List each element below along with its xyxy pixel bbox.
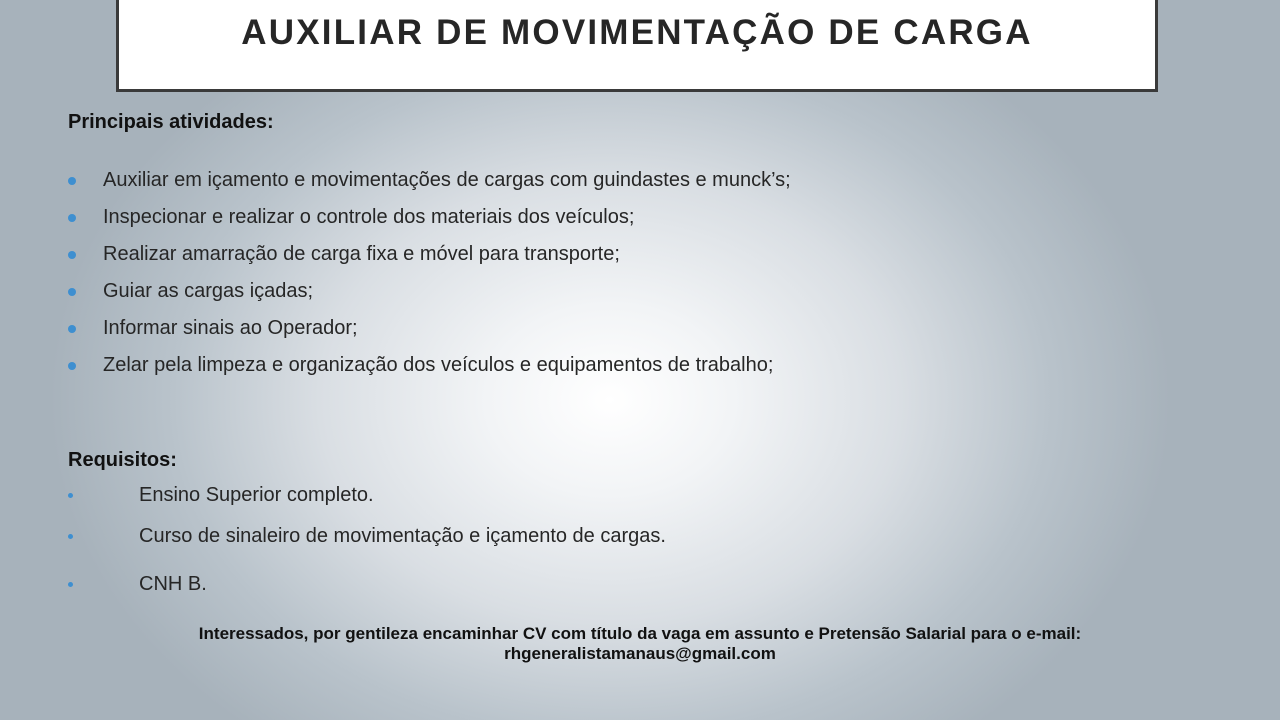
list-item bbox=[64, 477, 666, 513]
list-item bbox=[64, 199, 791, 236]
bullet-icon bbox=[68, 582, 73, 587]
activity-text: Guiar as cargas içadas; bbox=[103, 280, 314, 302]
requirements-list bbox=[64, 477, 666, 608]
list-item bbox=[64, 162, 791, 199]
list-item bbox=[64, 310, 791, 347]
activity-text: Informar sinais ao Operador; bbox=[103, 317, 358, 339]
activity-text: Zelar pela limpeza e organização dos veículos e equipamentos de trabalho; bbox=[103, 354, 774, 376]
activities-heading: Principais atividades: bbox=[68, 111, 274, 133]
requirement-text: Curso de sinaleiro de movimentação e içamento de cargas. bbox=[139, 525, 666, 548]
list-item bbox=[64, 347, 791, 384]
bullet-icon bbox=[68, 251, 76, 259]
bullet-icon bbox=[68, 362, 76, 370]
bullet-icon bbox=[68, 288, 76, 296]
activity-text: Auxiliar em içamento e movimentações de cargas com guindastes e munck’s; bbox=[103, 169, 791, 191]
bullet-icon bbox=[68, 493, 73, 498]
list-item bbox=[64, 273, 791, 310]
activity-text: Inspecionar e realizar o controle dos materiais dos veículos; bbox=[103, 206, 635, 228]
list-item bbox=[64, 236, 791, 273]
list-item bbox=[64, 561, 666, 609]
requirements-heading: Requisitos: bbox=[68, 449, 177, 471]
bullet-icon bbox=[68, 177, 76, 185]
contact-footer bbox=[0, 624, 1280, 664]
title-box bbox=[116, 0, 1158, 92]
page-title: AUXILIAR DE MOVIMENTAÇÃO DE CARGA bbox=[241, 13, 1033, 52]
requirement-text: Ensino Superior completo. bbox=[139, 483, 374, 506]
bullet-icon bbox=[68, 214, 76, 222]
bullet-icon bbox=[68, 325, 76, 333]
bullet-icon bbox=[68, 534, 73, 539]
requirement-text: CNH B. bbox=[139, 572, 207, 595]
contact-email: rhgeneralistamanaus@gmail.com bbox=[504, 644, 776, 663]
activity-text: Realizar amarração de carga fixa e móvel para transporte; bbox=[103, 243, 620, 265]
activities-list bbox=[64, 162, 791, 384]
list-item bbox=[64, 513, 666, 561]
contact-instructions: Interessados, por gentileza encaminhar CV com título da vaga em assunto e Pretensão Salarial para o e-mail: bbox=[198, 624, 1082, 643]
